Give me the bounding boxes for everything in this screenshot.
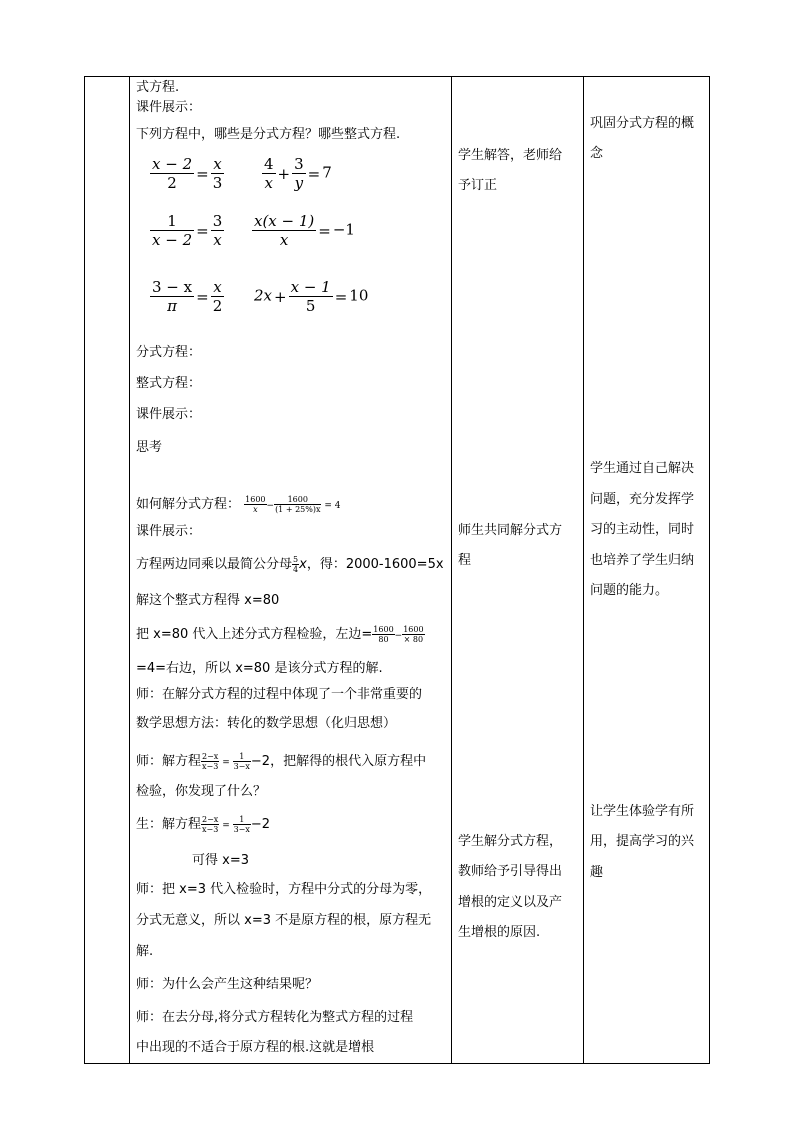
text-line: 教师给予引导得出	[458, 864, 563, 879]
text-line: 问题的能力。	[590, 583, 669, 598]
equation-1a: $\frac{x - 2}{2}$ = $\frac{x}{3}$	[152, 155, 223, 192]
text-line: 让学生体验学有所	[590, 804, 695, 819]
text-line: 师：解方程 $\frac{2-x}{x-3}$ = $\frac{1}{3-x}$ −2，把解得的根代入原方程中	[136, 752, 427, 771]
equation-3a: $\frac{3 - x}{\pi}$ = $\frac{x}{2}$	[152, 278, 223, 315]
text-line: 也培养了学生归纳	[590, 553, 695, 568]
text-line: 学生解答，老师给	[458, 148, 563, 163]
text-line: =4=右边，所以 x=80 是该分式方程的解.	[136, 661, 383, 676]
text-line: 学生通过自己解决	[590, 461, 695, 476]
text-line: 学生解分式方程，	[458, 834, 563, 849]
text-line: 生增根的原因.	[458, 925, 541, 940]
text-line: 思考	[136, 440, 163, 455]
text-line: 增根的定义以及产	[458, 895, 563, 910]
text-line: 解这个整式方程得 x=80	[136, 593, 280, 608]
text-line: 巩固分式方程的概	[590, 116, 695, 131]
text-line: 分式无意义，所以 x=3 不是原方程的根，原方程无	[136, 913, 432, 928]
text-line: 课件展示：	[136, 524, 202, 539]
column-divider-2	[451, 77, 452, 1063]
text-line: 生：解方程 $\frac{2-x}{x-3}$ = $\frac{1}{3-x}$ −2	[136, 815, 271, 834]
text-line: 用，提高学习的兴	[590, 834, 695, 849]
column-divider-1	[129, 77, 130, 1063]
text-line: 式方程.	[136, 80, 180, 95]
text-line: 方程两边同乘以最简公分母 $\frac{5}{4}$ x，得：2000-1600=5x	[136, 555, 444, 574]
text-line: 下列方程中，哪些是分式方程？哪些整式方程.	[136, 127, 401, 142]
equation-2a: $\frac{1}{x - 2}$ = $\frac{3}{x}$	[152, 212, 223, 249]
text-line: 数学思想方法：转化的数学思想（化归思想）	[136, 716, 397, 731]
text-line: 整式方程：	[136, 376, 202, 391]
text-line: 师：把 x=3 代入检验时，方程中分式的分母为零，	[136, 882, 432, 897]
equation-2b: $\frac{x(x - 1)}{x}$ = −1	[254, 212, 355, 249]
text-line: 分式方程：	[136, 345, 202, 360]
text-line: 习的主动性，同时	[590, 522, 695, 537]
text-line: 把 x=80 代入上述分式方程检验，左边= $\frac{1600}{80}$ − $\frac{1600}{\times 80}$	[136, 625, 424, 644]
text-line: 念	[590, 146, 604, 161]
text-line: 趣	[590, 865, 604, 880]
column-divider-3	[583, 77, 584, 1063]
text-line: 师：在解分式方程的过程中体现了一个非常重要的	[136, 687, 423, 702]
text-line: 课件展示：	[136, 407, 202, 422]
text-line: 解.	[136, 944, 154, 959]
text-line: 可得 x=3	[192, 853, 249, 868]
text-line: 问题，充分发挥学	[590, 492, 695, 507]
text-line: 程	[458, 553, 472, 568]
text-line: 课件展示：	[136, 100, 202, 115]
text-line: 师：在去分母,将分式方程转化为整式方程的过程	[136, 1010, 414, 1025]
equation-1b: $\frac{4}{x}$ + $\frac{3}{y}$ = 7	[264, 155, 332, 192]
equation-3b: 2x + $\frac{x - 1}{5}$ = 10	[254, 278, 369, 315]
text-line: 如何解分式方程： $\frac{1600}{x}$ − $\frac{1600}{(1 + 25\%)x}$ = 4	[136, 495, 341, 514]
text-line: 中出现的不适合于原方程的根.这就是增根	[136, 1040, 375, 1055]
text-line: 予订正	[458, 178, 498, 193]
text-line: 师：为什么会产生这种结果呢？	[136, 977, 319, 992]
text-line: 师生共同解分式方	[458, 523, 563, 538]
text-line: 检验，你发现了什么？	[136, 784, 267, 799]
